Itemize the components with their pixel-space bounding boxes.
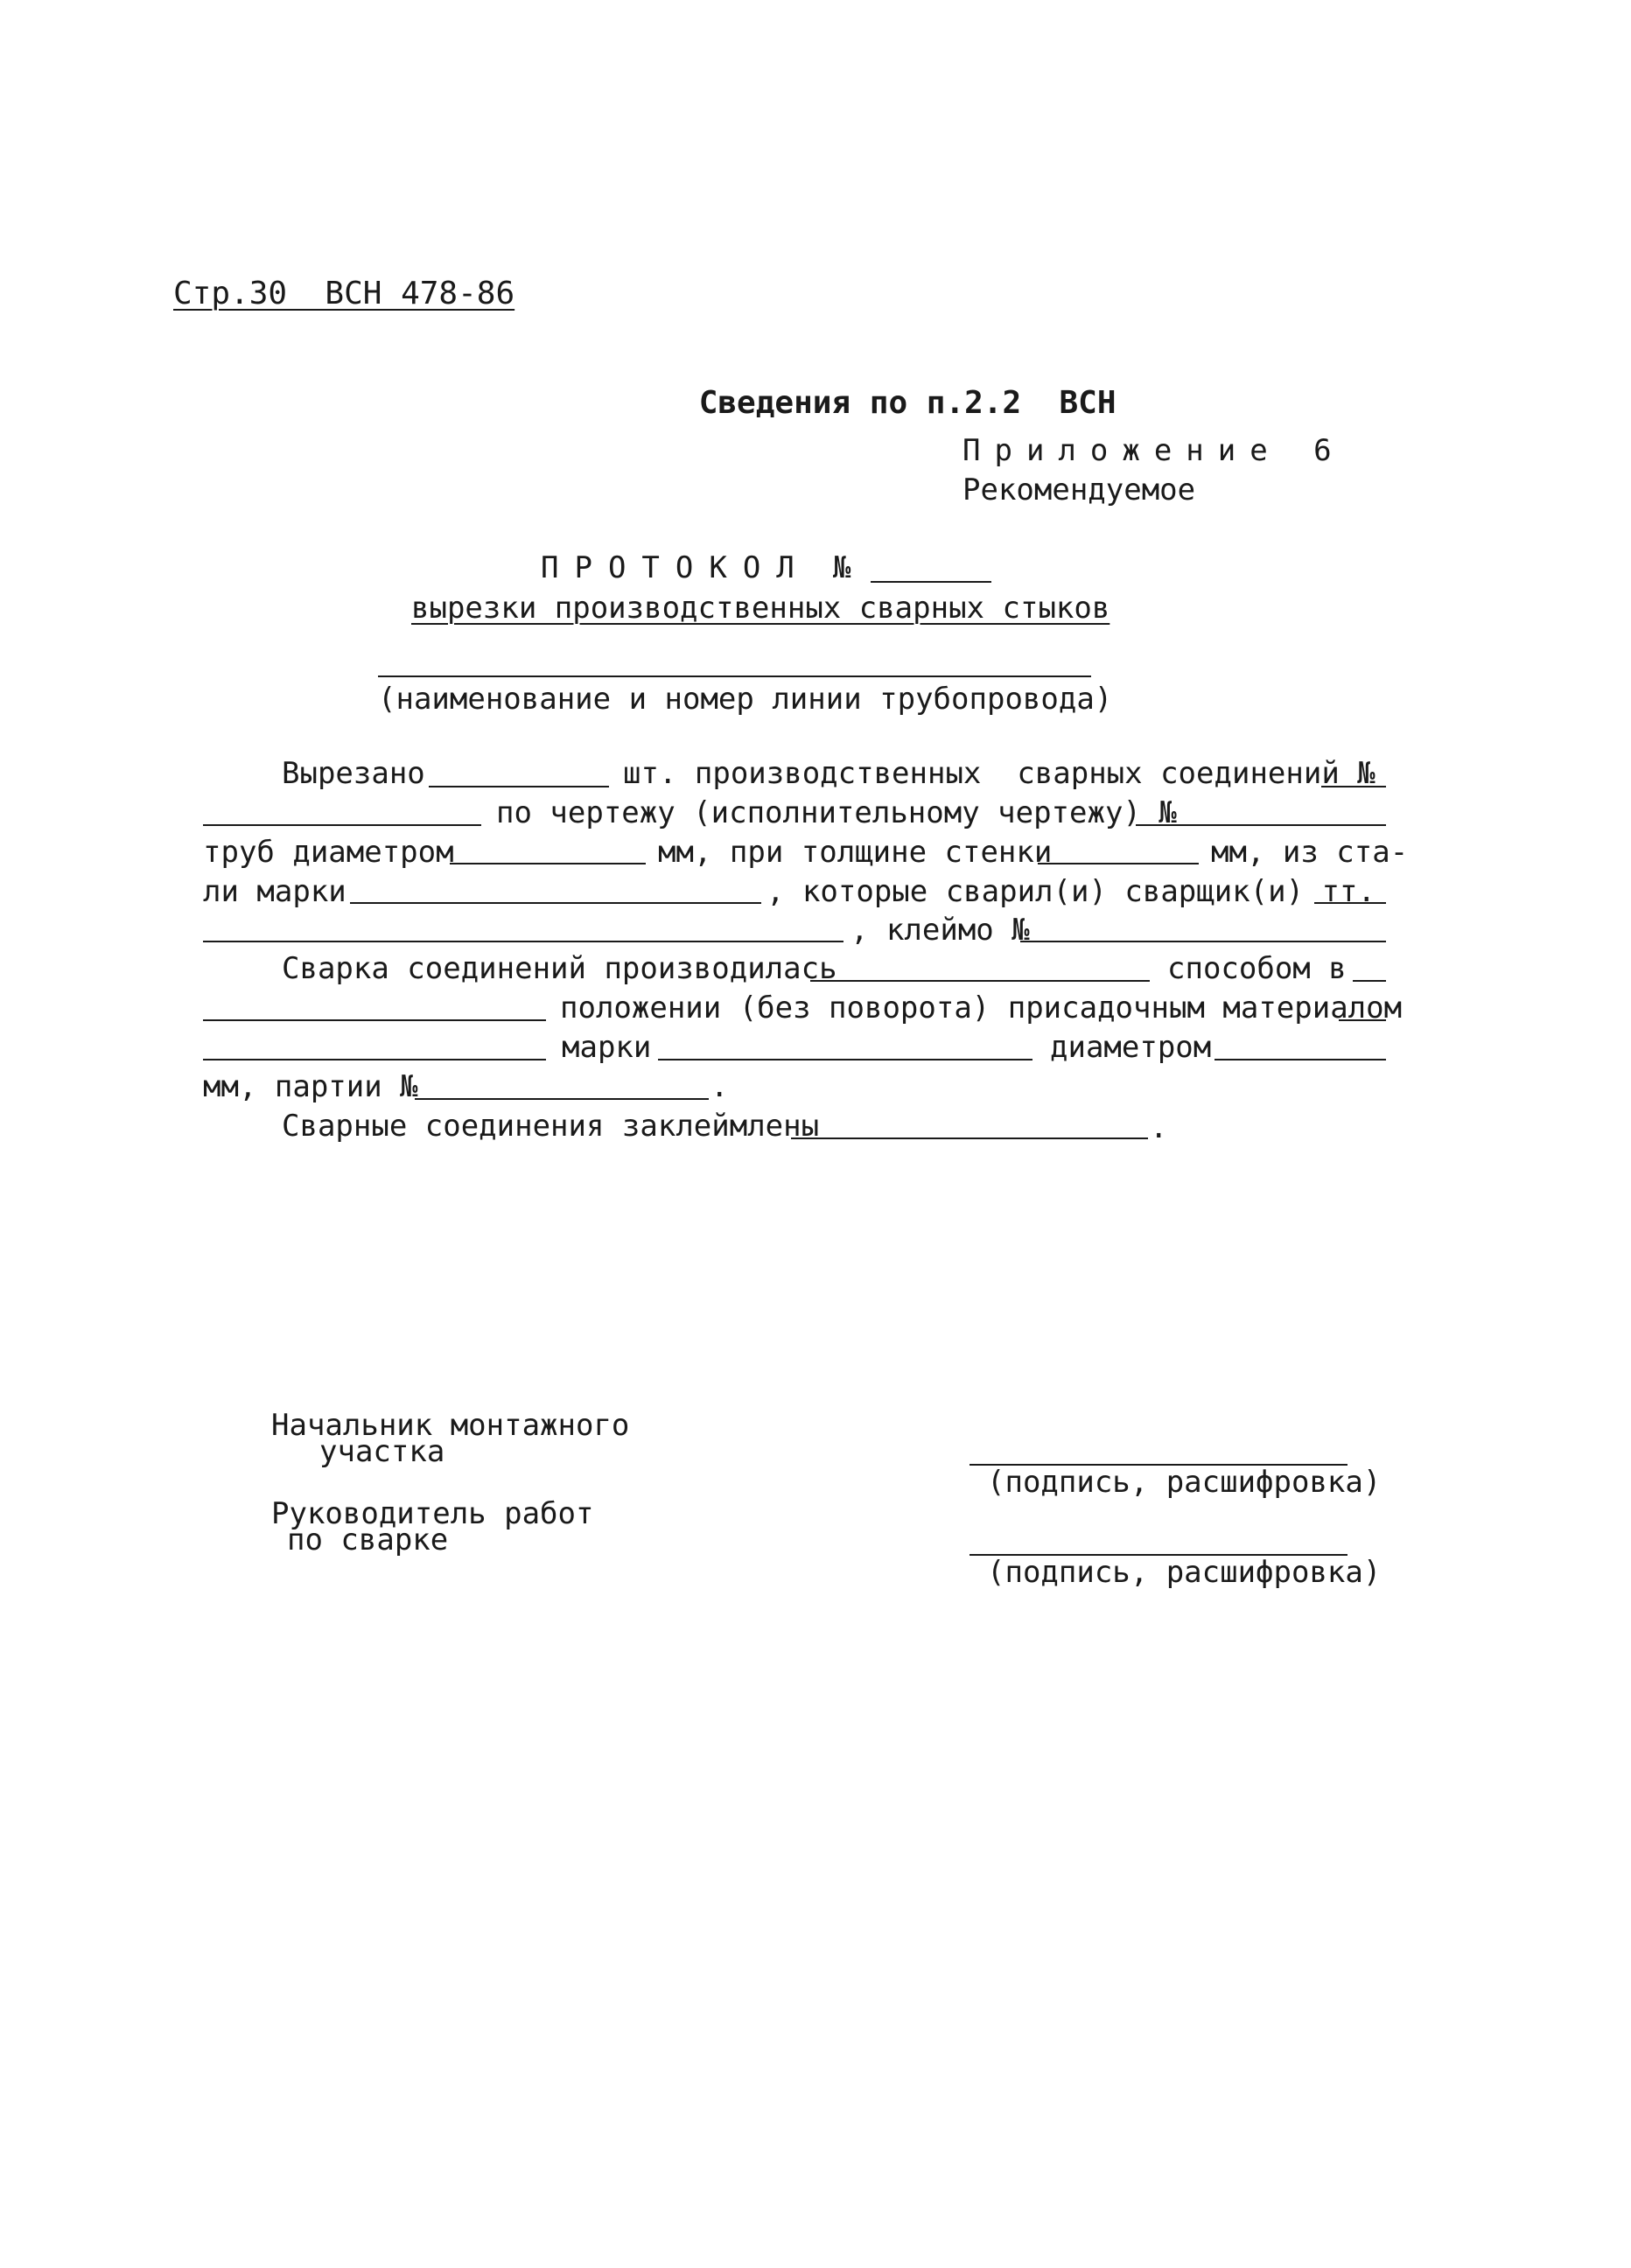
stamp-label: , клеймо № — [850, 913, 1030, 948]
filler-material-field[interactable] — [1339, 1019, 1386, 1021]
position-field[interactable] — [1353, 980, 1386, 982]
batch-period: . — [710, 1069, 729, 1104]
steel-grade-label: ли марки — [203, 874, 346, 909]
welding-method-field[interactable] — [810, 980, 1150, 982]
welders-label: , которые сварил(и) сварщик(и) тт. — [766, 874, 1376, 909]
welders-field[interactable] — [1314, 902, 1386, 904]
filler-diameter-field[interactable] — [1214, 1059, 1386, 1060]
stamped-label: Сварные соединения заклеймлены — [282, 1109, 820, 1144]
stamped-period: . — [1150, 1110, 1168, 1145]
signature-1-role-line2: участка — [319, 1434, 445, 1469]
stamped-field[interactable] — [791, 1138, 1148, 1139]
joint-numbers-cont-field[interactable] — [203, 824, 481, 826]
drawing-number-field[interactable] — [1136, 824, 1386, 826]
protocol-subtitle: вырезки производственных сварных стыков — [411, 591, 1110, 626]
batch-label: мм, партии № — [203, 1069, 418, 1104]
position-cont-field[interactable] — [203, 1019, 546, 1021]
pipeline-name-field[interactable] — [378, 676, 1091, 677]
appendix-status: Рекомендуемое — [962, 472, 1196, 508]
welders-cont-field[interactable] — [203, 941, 844, 942]
signature-1-caption: (подпись, расшифровка) — [987, 1465, 1382, 1500]
batch-number-field[interactable] — [415, 1098, 709, 1100]
steel-label: мм, из ста- — [1211, 835, 1409, 870]
wall-thickness-field[interactable] — [1038, 863, 1199, 864]
protocol-number-sign: № — [833, 550, 851, 585]
pipeline-caption: (наименование и номер линии трубопровода) — [378, 682, 1113, 717]
filler-grade-label: марки — [562, 1030, 652, 1065]
signature-2-role-line1: Руководитель работ — [271, 1496, 594, 1531]
cut-label: Вырезано — [282, 756, 425, 791]
protocol-title: ПРОТОКОЛ — [541, 550, 810, 585]
joints-label: шт. производственных сварных соединений № — [623, 756, 1376, 791]
pipe-diameter-label: труб диаметром — [203, 835, 454, 870]
appendix-title: Приложение 6 — [962, 433, 1346, 468]
drawing-label: по чертежу (исполнительному чертежу) № — [496, 795, 1177, 830]
protocol-number-field[interactable] — [871, 581, 991, 583]
filler-grade-field[interactable] — [658, 1059, 1032, 1060]
page-reference: Стр.30 ВСН 478-86 — [173, 276, 515, 312]
filler-diameter-label: диаметром — [1050, 1030, 1212, 1065]
info-reference-text: Сведения по п.2.2 ВСН — [698, 385, 1116, 421]
wall-thickness-label: мм, при толщине стенки — [658, 835, 1053, 870]
welding-method-label: Сварка соединений производилась — [282, 951, 837, 986]
steel-grade-field[interactable] — [350, 902, 761, 904]
filler-material-cont-field[interactable] — [203, 1059, 546, 1060]
stamp-number-field[interactable] — [1020, 941, 1386, 942]
joint-numbers-field[interactable] — [1321, 786, 1386, 788]
signature-2-caption: (подпись, расшифровка) — [987, 1555, 1382, 1590]
pipe-diameter-field[interactable] — [450, 863, 646, 864]
method-in-label: способом в — [1167, 951, 1347, 986]
filler-label: положении (без поворота) присадочным материалом — [560, 990, 1403, 1026]
signature-2-role-line2: по сварке — [287, 1522, 449, 1558]
signature-1-role-line1: Начальник монтажного — [271, 1408, 630, 1443]
cut-count-field[interactable] — [429, 786, 609, 788]
